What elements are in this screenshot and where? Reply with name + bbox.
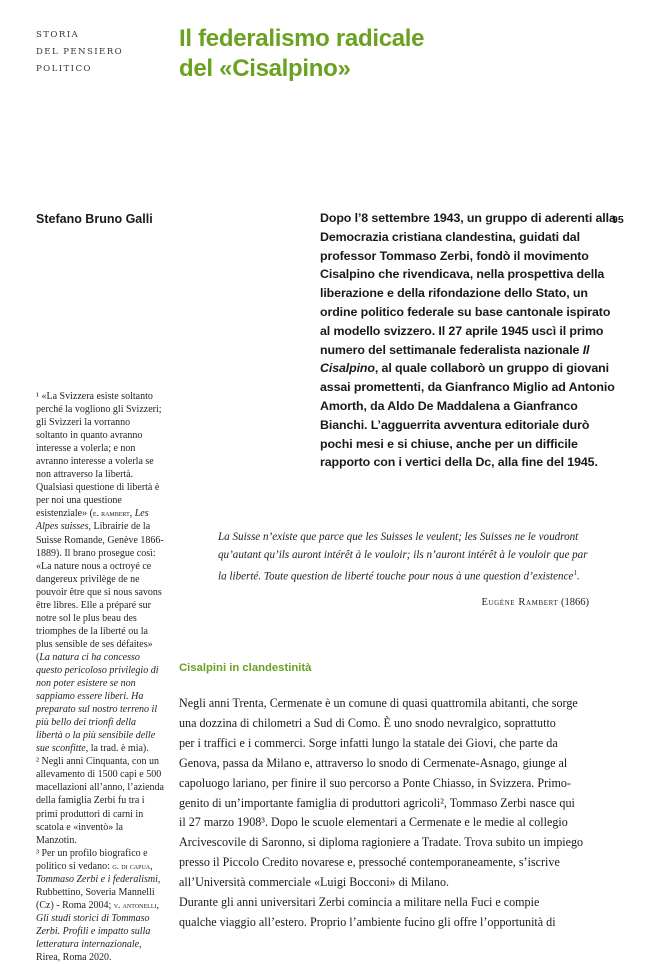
body-line: Durante gli anni universitari Zerbi comincia a militare nella Fuci e compie: [179, 895, 540, 910]
body-line: capoluogo lariano, per finire il suo percorso a Ponte Chiasso, in Svizzera. Primo-: [179, 775, 571, 790]
lead-text-2: , al quale collaborò un gruppo di giovani assai promettenti, da Gianfranco Miglio ad Antonio Amorth, da Aldo De Maddalena a Gianfranco Bianchi. L’agguerrita avventura editoriale durò pochi mesi e si chiuse, anche per un difficile rapporto con i vertici della Dc, alla fine del 1945.: [320, 361, 615, 470]
body-line: genito di un’importante famiglia di produttori agricoli², Tommaso Zerbi nasce qui: [179, 795, 575, 810]
body-text: [179, 694, 617, 933]
body-line: Genova, passa da Milano e, attraverso lo snodo di Cermenate-Asnago, giunge al: [179, 755, 568, 770]
body-line: una dozzina di chilometri a Sud di Como. È uno snodo nevralgico, soprattutto: [179, 715, 556, 730]
footnote-author: e. rambert: [92, 508, 130, 519]
body-line: all’Università commerciale «Luigi Bocconi» di Milano.: [179, 875, 450, 890]
footnote-author: v. antonelli: [113, 899, 157, 910]
footnote-text: , Librairie de la Suisse Romande, Genève 1866-1889). Il brano prosegue così: «La nature nous a octroyé ce dangereux privilège de ne pouvoir être que si nous savons être libres. Elle a préparé sur notre sol le plus beau des triomphes de la liberté ou la plus sensible de ses défaites» (: [36, 521, 164, 663]
body-line: Negli anni Trenta, Cermenate è un comune di quasi quattromila abitanti, che sorge: [179, 696, 578, 710]
footnote-3: [36, 847, 164, 964]
lead-paragraph: [320, 209, 620, 472]
lead-text-1: Dopo l’8 settembre 1943, un gruppo di aderenti alla Democrazia cristiana clandestina, guidati dal professor Tommaso Zerbi, fondò il movimento Cisalpino che rivendicava, nella prospettiva della liberazione e della rifondazione dello Stato, un ordine politico federale su base cantonale ispirato al modello svizzero. Il 27 aprile 1945 uscì il primo numero del settimanale federalista nazionale: [320, 211, 616, 357]
footnote-work-title: Tommaso Zerbi e i federalismi: [36, 873, 158, 885]
footnote-author: g. di capua: [112, 860, 151, 871]
quote-year: (1866): [561, 597, 589, 608]
footnote-work-title: Les Alpes suisses: [36, 508, 149, 533]
footnotes: [36, 390, 164, 964]
footnote-work-title: Gli studi storici di Tommaso Zerbi. Profili e impatto sulla letteratura internazionale: [36, 912, 151, 950]
section-label-line: POLITICO: [36, 64, 92, 74]
footnote-1: [36, 390, 164, 755]
footnote-2: ² Negli anni Cinquanta, con un allevamento di 1500 capi e 500 macellazioni all’anno, l’azienda della famiglia Zerbi fu tra i primi produttori di carni in scatola e «inventò» la Manzotin.: [36, 756, 164, 846]
footnote-text: ,: [129, 508, 135, 520]
page-number: 95: [612, 214, 624, 226]
footnote-text: ¹ «La Svizzera esiste soltanto perché la vogliono gli Svizzeri; gli Svizzeri la vorranno soltanto in quanto avranno interesse a volerla; e non avranno interesse a volerla se non attraverso la libertà. Qualsiasi questione di libertà è per noi una questione esistenziale» (: [36, 391, 162, 520]
quote-attribution: [481, 597, 589, 608]
epigraph-quote: La Suisse n’existe que parce que les Suisses le veulent; les Suisses ne le voudront qu’autant qu’ils auront intérêt à le vouloir; ils n’auront intérêt à le vouloir que par la liberté. Toute question de liberté touche pour nous à une question d’existence$^1$.: [218, 531, 588, 583]
footnote-text: , la trad. è mia).: [85, 743, 149, 755]
body-line: per i traffici e i commerci. Sorge infatti lungo la statale dei Giovi, che parte da: [179, 735, 558, 750]
footnote-text: ,: [150, 860, 153, 872]
section-label: [36, 27, 123, 78]
footnote-text: , Rubbettino, Soveria Mannelli (Cz) - Roma 2004;: [36, 873, 161, 911]
footnote-text: ³ Per un profilo biografico e politico si vedano:: [36, 847, 148, 872]
author-name: Stefano Bruno Galli: [36, 212, 153, 226]
footnote-text: , Rirea, Roma 2020.: [36, 938, 142, 964]
article-title: [179, 24, 424, 84]
footnote-translation: La natura ci ha concesso questo pericoloso privilegio di non poter esistere se non sappiamo essere liberi. Ha preparato sul nostro terreno il più bello dei trionfi della libertà o la più sensibile delle sue sconfitte: [36, 651, 159, 755]
body-line: Arcivescovile di Saronno, si diploma ragioniere a Tradate. Trova subito un impiego: [179, 835, 584, 850]
body-line: il 27 marzo 1908³. Dopo le scuole elementari a Cermenate e le medie al collegio: [179, 815, 568, 830]
article-title-line: Il federalismo radicale: [179, 25, 425, 52]
article-title-line: del «Cisalpino»: [179, 55, 351, 82]
section-label-line: DEL PENSIERO: [36, 47, 124, 57]
section-subheading: Cisalpini in clandestinità: [179, 662, 312, 674]
footnote-ref: 1: [573, 569, 577, 577]
quote-author: Eugène Rambert: [481, 597, 559, 608]
section-label-line: STORIA: [36, 30, 80, 40]
lead-newspaper-title: Il Cisalpino: [320, 342, 590, 376]
quote-text: La Suisse n’existe que parce que les Suisses le veulent; les Suisses ne le voudront qu’autant qu’ils auront intérêt à le vouloir; ils n’auront intérêt à le vouloir que par la liberté. Toute question de liberté touche pour nous à une question d’existence: [218, 531, 588, 583]
body-line: presso il Piccolo Credito novarese e, pressoché contemporaneamente, s’iscrive: [179, 855, 560, 870]
footnote-text: ,: [156, 899, 159, 911]
body-line: qualche viaggio all’estero. Proprio l’ambiente fucino gli offre l’opportunità di: [179, 914, 556, 929]
